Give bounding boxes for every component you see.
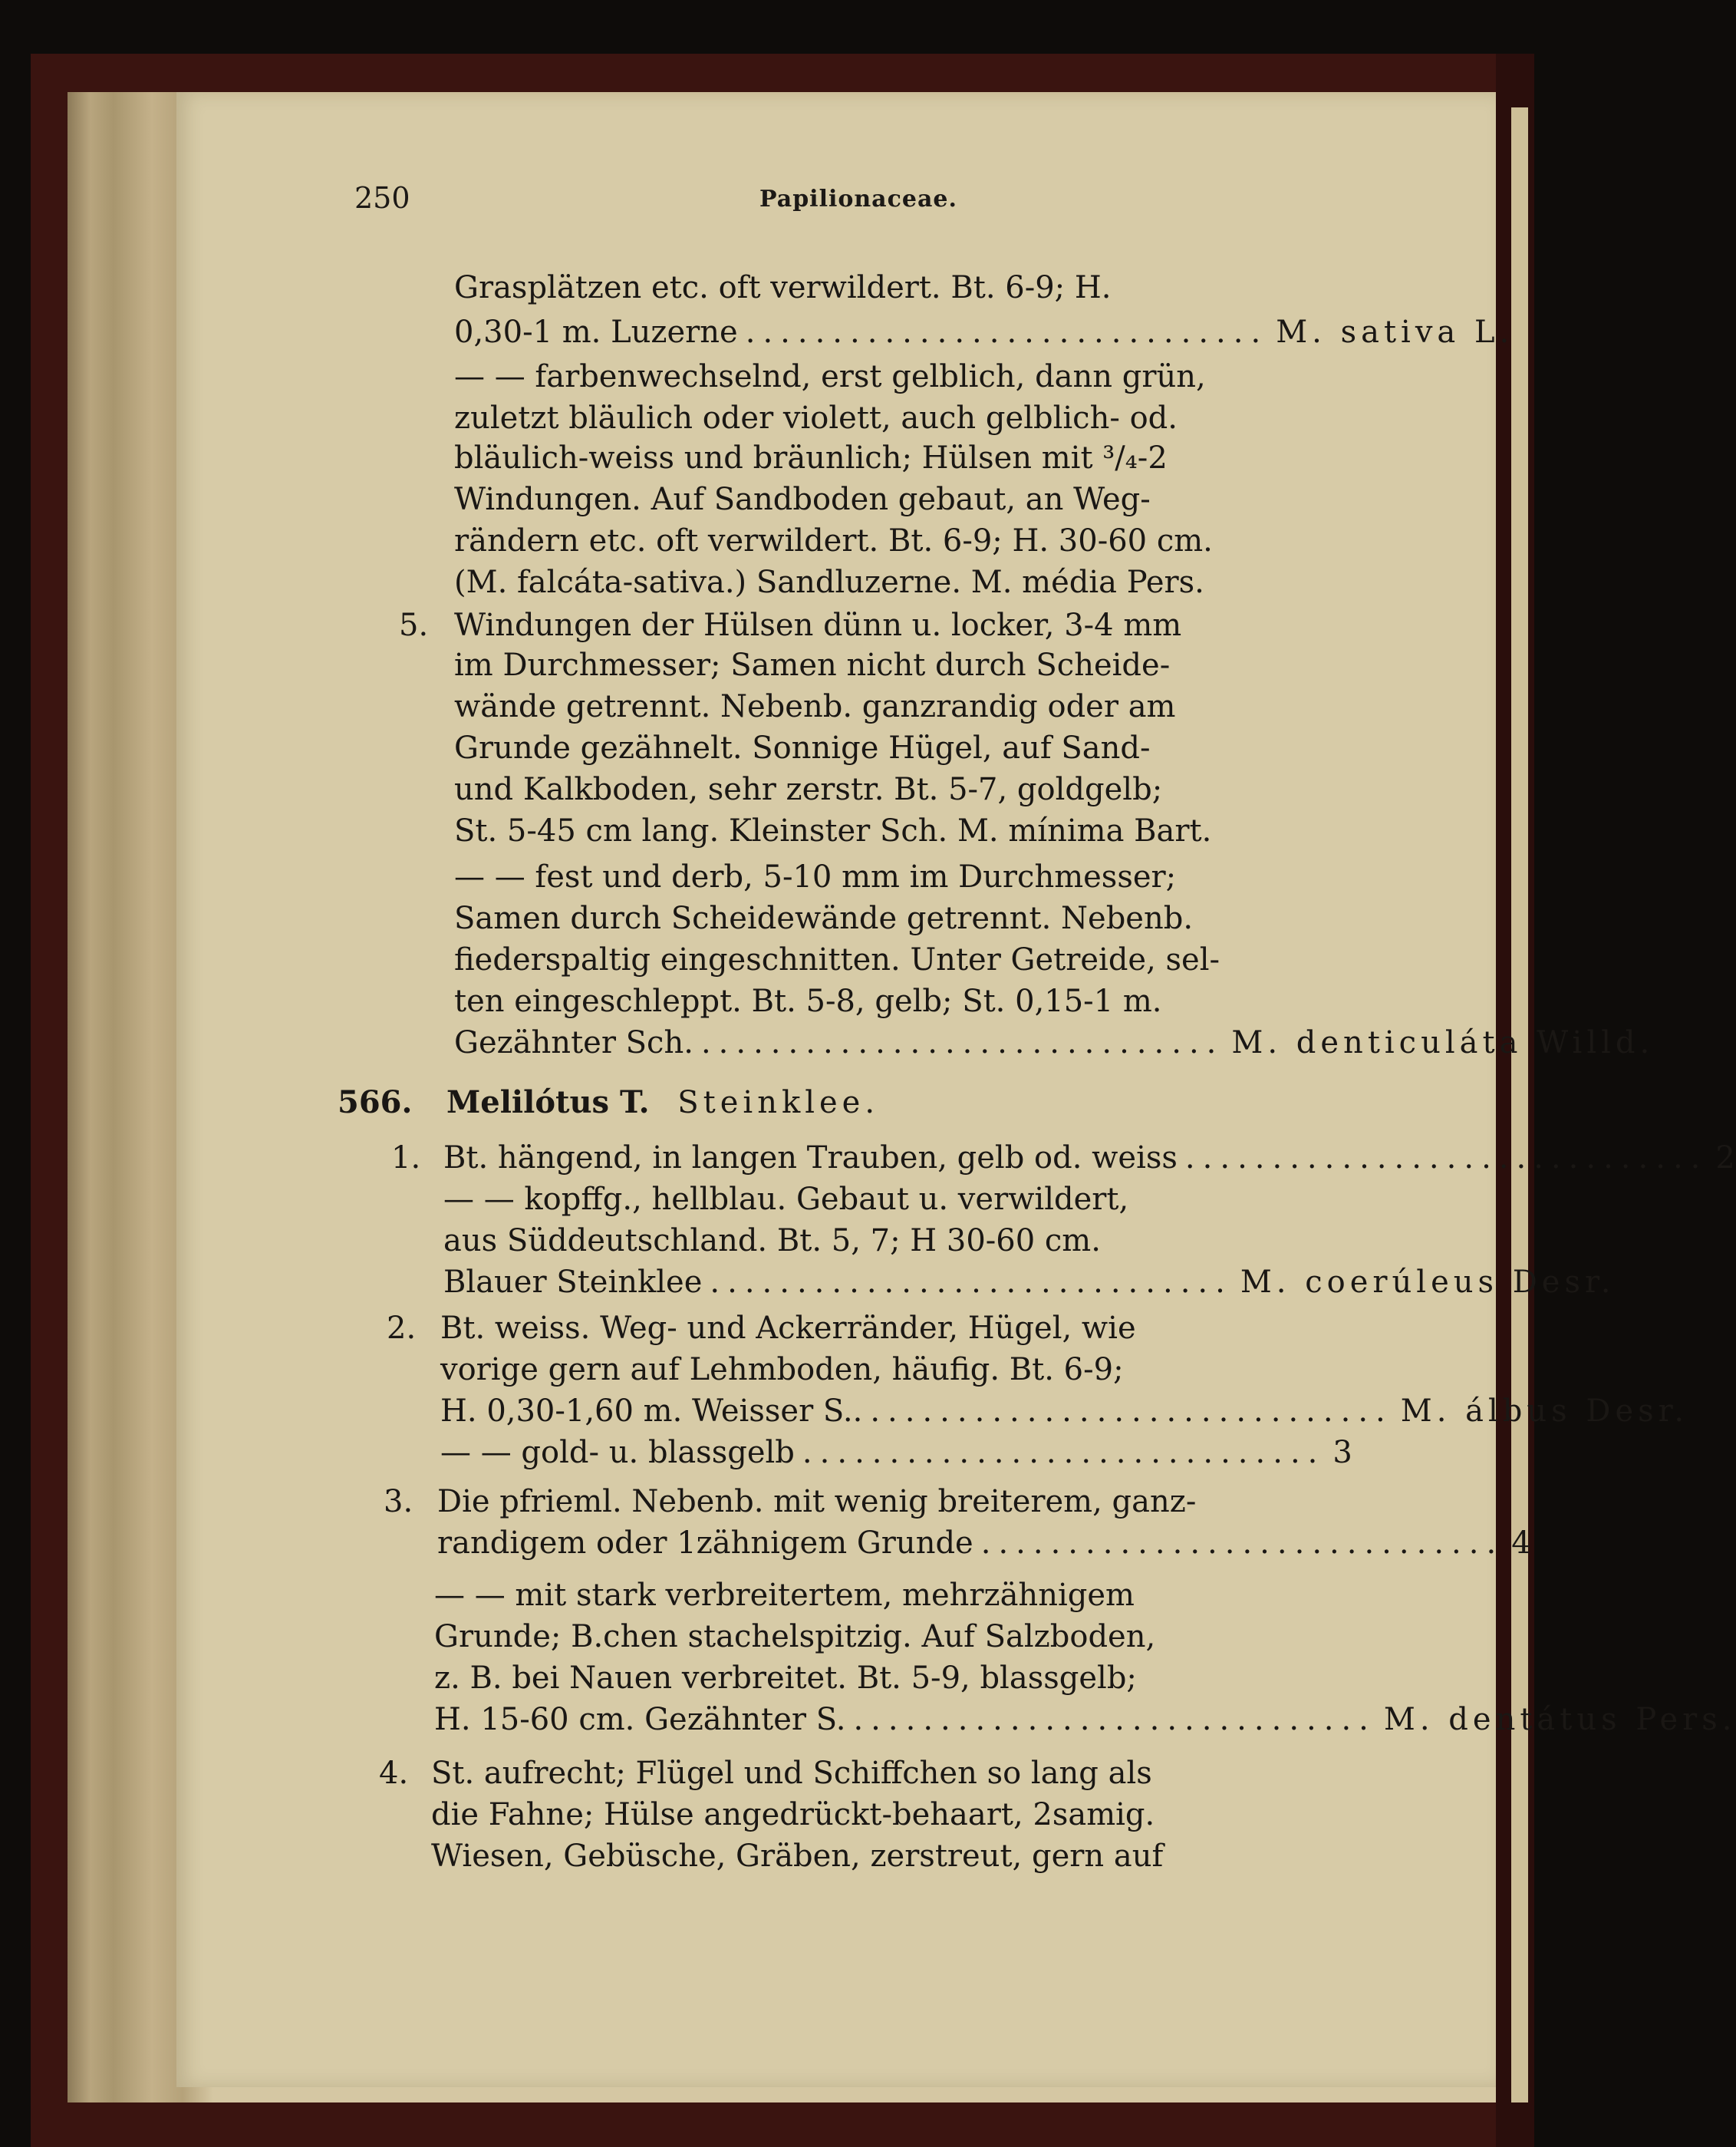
- genus-number: 566.: [338, 1084, 413, 1120]
- text-line: [443, 1260, 1616, 1304]
- text-line: St. aufrecht; Flügel und Schiffchen so lang als: [431, 1756, 1152, 1791]
- text-line: fiederspaltig eingeschnitten. Unter Getreide, sel-: [454, 942, 1220, 978]
- species-name: M. dentátus Pers.: [1383, 1702, 1736, 1737]
- text-line: St. 5-45 cm lang. Kleinster Sch. M. mínima Bart.: [454, 813, 1212, 849]
- key-number: 5.: [399, 608, 429, 643]
- key-number: 4.: [379, 1756, 409, 1791]
- genus-name: Melilótus T.: [446, 1084, 650, 1120]
- dot-leader: ..............................: [802, 1435, 1326, 1470]
- dot-leader: ..............................: [710, 1265, 1233, 1300]
- text-line: Grasplätzen etc. oft verwildert. Bt. 6-9; H.: [454, 270, 1112, 305]
- text-line: die Fahne; Hülse angedrückt-behaart, 2samig.: [431, 1797, 1155, 1832]
- text-line: wände getrennt. Nebenb. ganzrandig oder am: [454, 689, 1176, 724]
- running-head: Papilionaceae.: [759, 186, 957, 213]
- line-label: — — gold- u. blassgelb: [440, 1435, 795, 1470]
- line-label: Blauer Steinklee: [443, 1265, 703, 1300]
- text-line: Windungen. Auf Sandboden gebaut, an Weg-: [454, 482, 1151, 517]
- dot-leader: ..............................: [700, 1025, 1224, 1060]
- text-line: Bt. weiss. Weg- und Ackerränder, Hügel, wie: [440, 1311, 1136, 1346]
- key-number: 2.: [387, 1311, 417, 1346]
- page-header: [0, 181, 1534, 219]
- dot-leader: ..............................: [853, 1702, 1376, 1737]
- text-line: — — fest und derb, 5-10 mm im Durchmesser;: [454, 859, 1177, 895]
- text-line: z. B. bei Nauen verbreitet. Bt. 5-9, blassgelb;: [434, 1661, 1137, 1696]
- page-number: 250: [354, 181, 410, 215]
- text-line: Samen durch Scheidewände getrennt. Nebenb.: [454, 901, 1194, 936]
- dot-leader: ..............................: [1184, 1140, 1708, 1176]
- text-line: vorige gern auf Lehmboden, häufig. Bt. 6-9;: [440, 1352, 1124, 1387]
- text-line: Wiesen, Gebüsche, Gräben, zerstreut, gern auf: [431, 1839, 1164, 1874]
- text-line: rändern etc. oft verwildert. Bt. 6-9; H. 30-60 cm.: [454, 523, 1213, 559]
- line-label: 0,30-1 m. Luzerne: [454, 315, 738, 350]
- text-line: ten eingeschleppt. Bt. 5-8, gelb; St. 0,15-1 m.: [454, 984, 1162, 1019]
- text-line: bläulich-weiss und bräunlich; Hülsen mit ³/₄-2: [454, 440, 1168, 476]
- key-number: 1.: [391, 1140, 421, 1176]
- text-line: [454, 310, 1514, 355]
- dot-leader: ..............................: [870, 1393, 1393, 1429]
- text-line: — — farbenwechselnd, erst gelblich, dann grün,: [454, 359, 1206, 394]
- line-label: Bt. hängend, in langen Trauben, gelb od. weiss: [443, 1140, 1178, 1176]
- line-label: randigem oder 1zähnigem Grunde: [437, 1525, 973, 1561]
- dot-leader: ..............................: [745, 315, 1269, 350]
- text-line: Windungen der Hülsen dünn u. locker, 3-4 mm: [454, 608, 1182, 643]
- line-label: H. 0,30-1,60 m. Weisser S..: [440, 1393, 863, 1429]
- text-line: aus Süddeutschland. Bt. 5, 7; H 30-60 cm.: [443, 1223, 1101, 1258]
- species-name: M. sativa L.: [1276, 315, 1514, 350]
- text-line: Die pfrieml. Nebenb. mit wenig breiterem, ganz-: [437, 1484, 1197, 1519]
- text-line: — — kopffg., hellblau. Gebaut u. verwildert,: [443, 1182, 1129, 1217]
- text-line: (M. falcáta-sativa.) Sandluzerne. M. média Pers.: [454, 565, 1204, 600]
- dot-leader: ..............................: [980, 1525, 1504, 1561]
- line-label: H. 15-60 cm. Gezähnter S.: [434, 1702, 846, 1737]
- species-name: M. denticuláta Willd.: [1231, 1025, 1655, 1060]
- lead-number: 3: [1332, 1435, 1352, 1470]
- lead-number: 2: [1715, 1140, 1735, 1176]
- text-line: — — mit stark verbreitertem, mehrzähnigem: [434, 1578, 1135, 1613]
- text-line: [440, 1389, 1689, 1433]
- species-name: M. coerúleus Desr.: [1240, 1265, 1616, 1300]
- text-line: [443, 1136, 1735, 1180]
- facing-page-edge: [1511, 107, 1531, 2102]
- text-line: [454, 1021, 1655, 1065]
- text-line: Grunde; B.chen stachelspitzig. Auf Salzboden,: [434, 1619, 1156, 1654]
- line-label: Gezähnter Sch.: [454, 1025, 693, 1060]
- text-line: [434, 1697, 1736, 1742]
- text-line: [437, 1521, 1531, 1565]
- text-line: [440, 1430, 1352, 1475]
- text-line: im Durchmesser; Samen nicht durch Scheide-: [454, 648, 1171, 683]
- key-number: 3.: [384, 1484, 413, 1519]
- text-line: zuletzt bläulich oder violett, auch gelblich- od.: [454, 401, 1178, 436]
- common-name: Steinklee.: [677, 1085, 880, 1120]
- text-line: und Kalkboden, sehr zerstr. Bt. 5-7, goldgelb;: [454, 772, 1163, 807]
- species-name: M. álbus Desr.: [1400, 1393, 1689, 1429]
- lead-number: 4: [1511, 1525, 1531, 1561]
- genus-heading: [446, 1080, 879, 1125]
- text-line: Grunde gezähnelt. Sonnige Hügel, auf Sand-: [454, 731, 1151, 766]
